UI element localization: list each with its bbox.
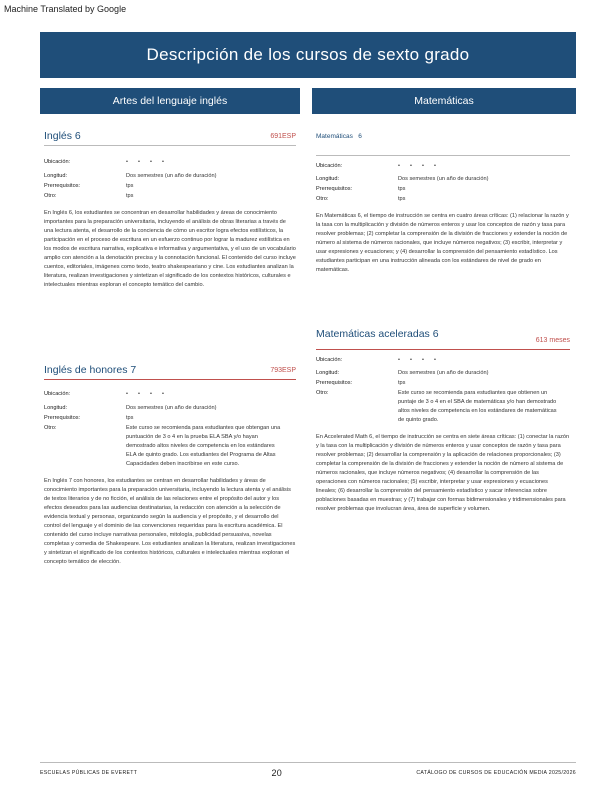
other-value: Este curso se recomienda para estudiantes que obtengan una puntuación de 3 o 4 en la prueba ELA SBA y/o hayan demostrado altos niveles de competencia en los estándares ELA de quinto grado. Los estudiantes del Programa de Altas Capacidades deben inscribirse en este curso.: [126, 425, 281, 467]
page-footer: [40, 768, 576, 778]
course-description: En Accelerated Math 6, el tiempo de instrucción se centra en siete áreas críticas: (1) conectar la razón y la tasa con la multiplicación y división de números enteros y usar conceptos de razón y tasa para resolver problemas; (2) desarrollar la comprensión y la aplicación de relaciones proporcionales; (3) completar la comprensión de la división de fracciones y extender la noción de número al sistema de números racionales, que incluye números negativos; (4) desarrollar la comprensión de las operaciones con números racionales; (5) escribir, interpretar y usar expresiones y ecuaciones lineales; (6) desarrollar la comprensión del pensamiento estadístico y sacar inferencias sobre poblaciones basadas en muestras; y (7) trabajar con formas bidimensionales y tridimensionales para resolver problemas que involucran área, área de superficie y volumen.: [316, 434, 570, 512]
length-value: Dos semestres (un año de duración): [398, 176, 489, 182]
prereq-value: tps: [398, 186, 406, 192]
other-value: tps: [126, 193, 134, 199]
other-value: tps: [398, 196, 406, 202]
section-header-ela: [40, 88, 300, 114]
length-row: [316, 369, 570, 378]
location-row: [316, 162, 570, 171]
course-english6: [44, 132, 296, 290]
location-bullets: • • • •: [398, 357, 436, 363]
course-description: En Inglés 6, los estudiantes se concentran en desarrollar habilidades y áreas de conocimiento importantes para la preparación universitaria, incluyendo el análisis de obras literarias a través de una lectura atenta, el desarrollo de la conciencia de cómo un escritor logra efectos estilísticos, la participación en el proceso de escritura en un esfuerzo continuo por lograr la madurez estilística en los modos de escritura narrativa, explicativa e informativa y argumentativa, y el uso de un vocabulario amplio con atención a la denotación precisa y la connotación funcional. El contenido del curso incluye cuentos, editoriales, imágenes como texto, teatro shakespeariano y cine. Los estudiantes analizan la literatura, realizan investigaciones y sintetizan el significado de los contextos históricos, culturales e intelectuales mientras exploran el concepto temático del cambio.: [44, 210, 296, 288]
footer-catalog: CATÁLOGO DE CURSOS DE EDUCACIÓN MEDIA 2025/2026: [416, 770, 576, 776]
course-code: 691ESP: [270, 133, 296, 140]
length-label: Longitud:: [316, 370, 340, 376]
course-title: Inglés de honores 7: [44, 364, 137, 376]
length-label: Longitud:: [44, 405, 68, 411]
divider: [44, 145, 296, 146]
other-label: Otro:: [44, 425, 57, 431]
course-header: [44, 132, 296, 141]
other-label: Otro:: [316, 196, 329, 202]
location-row: [44, 158, 296, 167]
location-row: [316, 356, 570, 365]
section-header-ela-label: Artes del lenguaje inglés: [112, 95, 228, 107]
course-description: En Matemáticas 6, el tiempo de instrucción se centra en cuatro áreas críticas: (1) relacionar la razón y la tasa con la multiplicación y división de números enteros y usar los conceptos de razón y tasa para resolver problemas; (2) completar la comprensión de la división de fracciones y extender la noción de número al sistema de números racionales, que incluye números negativos; (3) escribir, interpretar y usar expresiones y ecuaciones; y (4) desarrollar la comprensión del pensamiento estadístico. Los estudiantes participan en una instrucción alineada con los estándares de nivel de grado en matemáticas.: [316, 213, 569, 273]
course-math6: [316, 132, 570, 275]
page-number: 20: [271, 768, 283, 778]
course-honors7: [44, 366, 296, 567]
prereq-label: Prerrequisitos:: [316, 186, 353, 192]
location-bullets: • • • •: [398, 163, 436, 169]
location-label: Ubicación:: [316, 357, 343, 363]
course-code: 793ESP: [270, 367, 296, 374]
length-row: [316, 175, 570, 184]
prereq-value: tps: [126, 183, 134, 189]
length-label: Longitud:: [44, 173, 68, 179]
length-row: [44, 404, 296, 413]
course-description: En Inglés 7 con honores, los estudiantes se centran en desarrollar habilidades y áreas de conocimiento importantes para la preparación universitaria, incluyendo la lectura atenta y el análisis de textos literarios y de no ficción, el análisis de las relaciones entre el propósito del autor y los efectos deseados para las audiencias destinatarias, la redacción con atención a la selección de evidencia textual y personas, organizando según la audiencia y el propósito, y el desarrollo del control del lenguaje y el dominio de las convenciones requeridas para la escritura académica. El contenido del curso incluye narrativas personales, mitología, publicidad persuasiva, novelas completas y comedia de Shakespeare. Los estudiantes analizan la literatura, realizan investigaciones y sintetizan el significado de los contextos históricos, culturales e intelectuales mientras exploran el concepto temático de elección.: [44, 478, 296, 565]
length-value: Dos semestres (un año de duración): [126, 405, 217, 411]
section-header-math: [312, 88, 576, 114]
divider: [44, 379, 296, 380]
prereq-row: [316, 379, 570, 388]
other-row: [316, 195, 570, 204]
prereq-label: Prerrequisitos:: [44, 183, 81, 189]
course-title: Inglés 6: [44, 130, 81, 142]
location-label: Ubicación:: [44, 391, 71, 397]
prereq-row: [44, 414, 296, 423]
course-header: [44, 366, 296, 375]
course-title-number: 6: [358, 133, 362, 140]
prereq-value: tps: [126, 415, 134, 421]
machine-translated-note: Machine Translated by Google: [4, 4, 127, 14]
course-header: [316, 132, 570, 141]
location-label: Ubicación:: [44, 159, 71, 165]
other-row: [44, 424, 296, 469]
location-bullets: • • • •: [126, 391, 164, 397]
length-value: Dos semestres (un año de duración): [398, 370, 489, 376]
divider: [316, 155, 570, 156]
course-code: 613 meses: [535, 337, 570, 344]
other-label: Otro:: [44, 193, 57, 199]
location-label: Ubicación:: [316, 163, 343, 169]
prereq-row: [44, 182, 296, 191]
prereq-label: Prerrequisitos:: [44, 415, 81, 421]
other-label: Otro:: [316, 390, 329, 396]
divider: [316, 349, 570, 350]
other-row: [44, 192, 296, 201]
length-value: Dos semestres (un año de duración): [126, 173, 217, 179]
prereq-value: tps: [398, 380, 406, 386]
other-row: [316, 389, 570, 425]
location-row: [44, 390, 296, 399]
course-header: [316, 328, 570, 344]
footer-divider: [40, 762, 576, 763]
course-accel-math6: [316, 330, 570, 514]
other-value: Este curso se recomienda para estudiantes que obtienen un puntaje de 3 o 4 en el SBA de matemáticas y/o han demostrado altos niveles de competencia en los estándares de matemáticas de quinto grado.: [398, 390, 557, 423]
course-title: Matemáticas aceleradas 6: [316, 328, 439, 340]
course-title: Matemáticas: [316, 133, 353, 140]
section-header-math-label: Matemáticas: [414, 95, 474, 107]
footer-district: ESCUELAS PÚBLICAS DE EVERETT: [40, 770, 138, 776]
length-row: [44, 172, 296, 181]
location-bullets: • • • •: [126, 159, 164, 165]
length-label: Longitud:: [316, 176, 340, 182]
page-title: Descripción de los cursos de sexto grado: [40, 32, 576, 78]
prereq-row: [316, 185, 570, 194]
prereq-label: Prerrequisitos:: [316, 380, 353, 386]
